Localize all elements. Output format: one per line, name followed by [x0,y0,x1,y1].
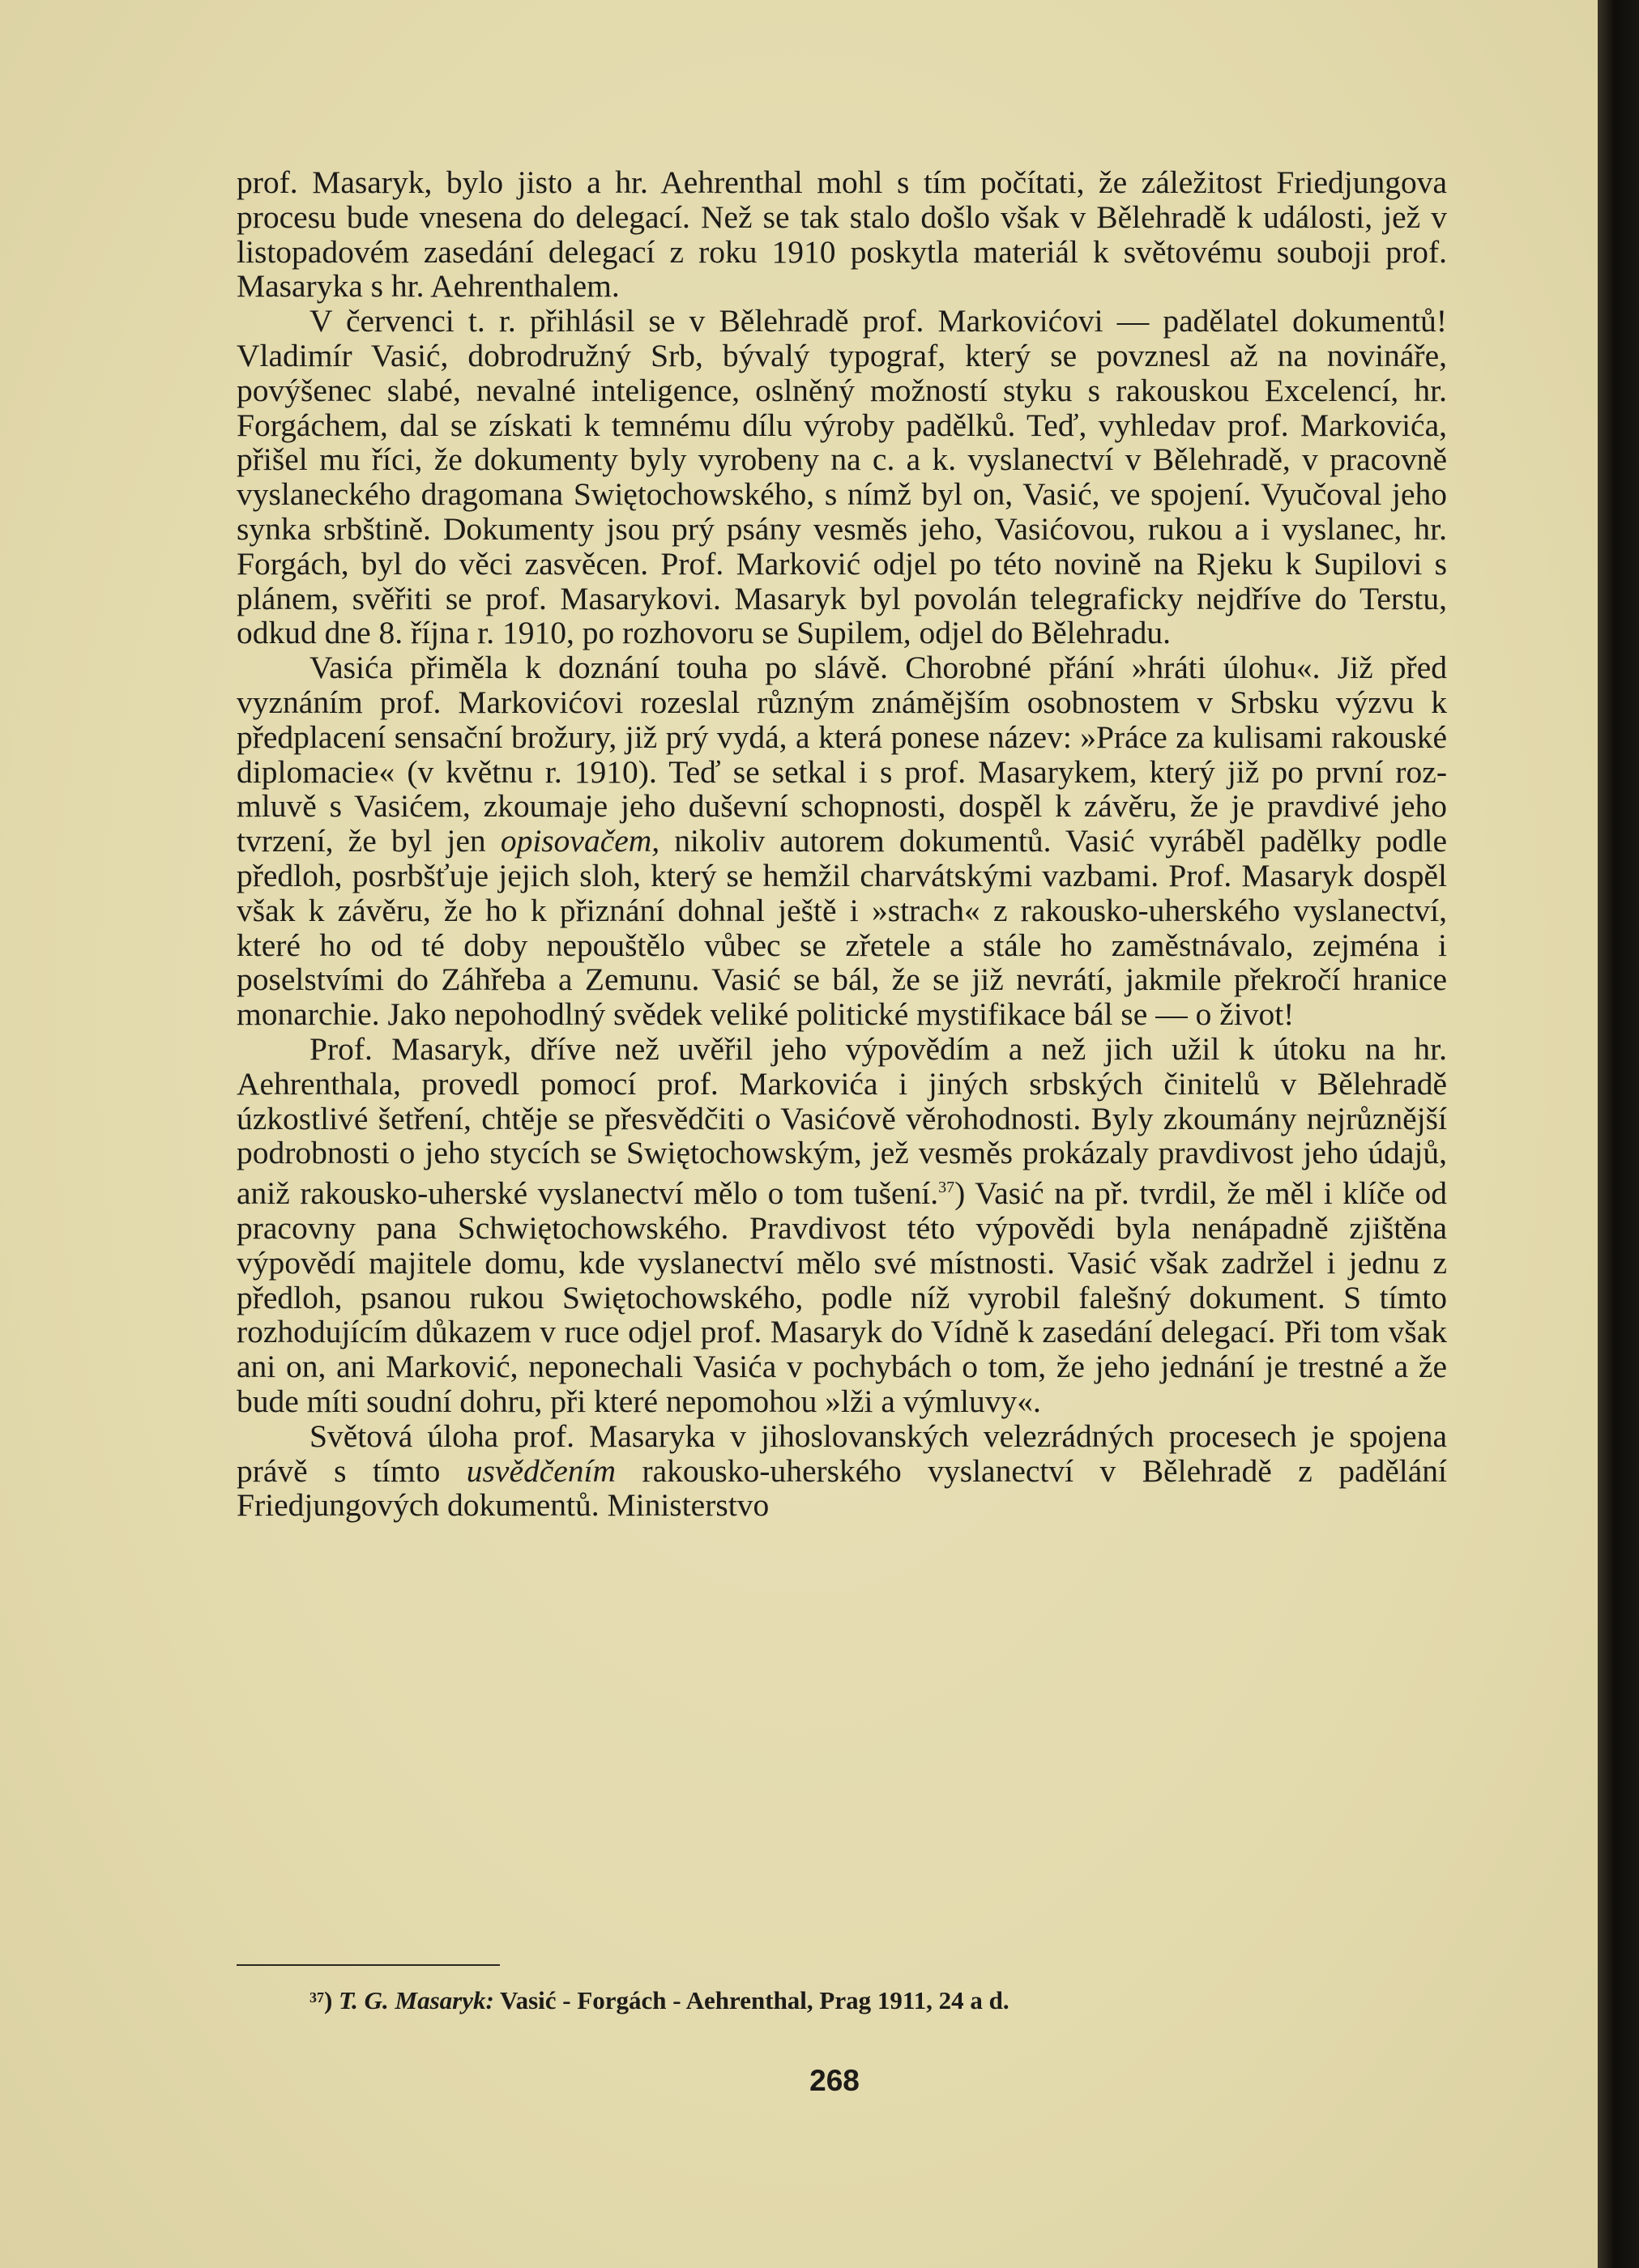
paragraph [237,650,1447,1032]
paragraph [237,1419,1447,1523]
paragraph-text: rakousko-uherského vyslanectví v Bělehradě z padělání Friedjungových dokumentů. Ministerstvo [237,1452,1448,1524]
footnote-number: 37 [309,1989,324,2006]
page-number: 268 [809,2064,860,2097]
footnote-author: T. G. Masaryk: [339,1986,494,2014]
paragraph-text: Vasića přiměla k doznání touha po slávě. Chorobné přání »hráti úlohu«. Již před vyznáním prof. Markovićovi rozeslal různým známějším osobnostem v Srbsku výzvu k předplacení sensační brožury, již prý vydá, a která ponese název: »Práce za kulisami rakouské diplomacie« (v květnu r. 1910). Teď se setkal i s prof. Masarykem, který již po první rozmluvě s Vasićem, zkoumaje jeho duševní schopnosti, dospěl k závěru, že je pravdivé jeho tvrzení, že byl jen [237,650,1447,859]
paragraph [237,304,1447,650]
paragraph [237,1032,1447,1419]
paragraph-text: Prof. Masaryk, dříve než uvěřil jeho výpovědím a než jich užil k útoku na hr. Aehrenthala, provedl pomocí prof. Markovića i jiných srbských činitelů v Bělehradě úzkostlivé šetření, chtěje se přesvědčiti o Vasićově věrohodnosti. Byly zkoumány nejrůznější podrobnosti o jeho stycích se Swiętochowským, jež vesměs prokázaly pravdivost jeho údajů, aniž rakousko-uherské vyslanectví mělo o tom tušení. [237,1030,1447,1212]
footnote [309,1985,1444,2017]
paragraph-text: V červenci t. r. přihlásil se v Bělehradě prof. Markovićovi — padělatel dokumentů! Vladimír Vasić, dobrodružný Srb, bývalý typograf, který se povznesl až na novináře, povýšenec slabé, nevalné inteligence, oslněný možností styku s rakouskou Excelencí, hr. Forgáchem, dal se získati k temnému dílu výroby padělků. Teď, vyhledav prof. Markovića, přišel mu říci, že dokumenty byly vyrobeny na c. a k. vyslanectví v Bělehradě, v pracovně vyslaneckého dragomana Swiętochowského, s nímž byl on, Vasić, ve spojení. Vyučoval jeho synka srbštině. Dokumenty jsou prý psány vesměs jeho, Vasićovou, rukou a i vyslanec, hr. Forgách, byl do věci zasvěcen. Prof. Marković odjel po této novině na Rjeku k Supilovi s plánem, svěřiti se prof. Masarykovi. Masaryk byl povolán telegraficky nejdříve do Terstu, odkud dne 8. října r. 1910, po rozhovoru se Supilem, odjel do Bělehradu. [237,303,1447,651]
emphasis-text: usvědčením [466,1452,617,1489]
book-spine [1598,0,1639,2268]
footnote-paren: ) [324,1986,333,2014]
paragraph-text: ) Vasić na př. tvrdil, že měl i klíče od pracovny pana Schwiętochowského. Pravdivost této výpovědi byla nenápadně zjištěna výpovědí majitele domu, kde vyslanectví mělo své místnosti. Vasić však zadržel i jednu z předloh, psanou rukou Swiętochowského, podle níž vyrobil falešný dokument. S tímto rozhodujícím důkazem v ruce odjel prof. Masaryk do Vídně k zasedání delegací. Při tom však ani on, ani Marković, neponechali Vasića v pochybách o tom, že jeho jednání je trestné a že bude míti soudní dohru, při které nepomohou »lži a výmluvy«. [237,1175,1448,1420]
footnote-divider [237,1964,500,1966]
paragraph [237,165,1447,304]
paragraph-text: prof. Masaryk, bylo jisto a hr. Aehrenthal mohl s tím počítati, že záležitost Friedjungova procesu bude vnesena do delegací. Než se tak stalo došlo však v Bělehradě k události, jež v listopadovém zasedání delegací z roku 1910 poskytla materiál k světovému souboji prof. Masaryka s hr. Aehrenthalem. [237,164,1447,305]
footnote-text: Vasić - Forgách - Aehrenthal, Prag 1911, 24 a d. [500,1986,1009,2014]
paragraph-text: nikoliv autorem dokumentů. Vasić vyráběl padělky podle předloh, posrbšťuje jejich sloh, který se hemžil charvátskými vazbami. Prof. Masaryk dospěl však k závěru, že ho k přiznání dohnal ještě i »strach« z rakousko-uherského vyslanectví, které ho od té doby nepouštělo vůbec se zřetele a stále ho zaměstnávalo, zejména i poselstvími do Záhřeba a Zemunu. Vasić se bál, že se již nevrátí, jakmile překročí hranice monarchie. Jako nepohodlný svědek veliké politické mystifikace bál se — o život! [237,823,1447,1033]
main-text [237,165,1447,1523]
footnote-reference: 37 [938,1179,955,1197]
emphasis-text: opisovačem, [500,823,660,859]
paragraph-text: Světová úloha prof. Masaryka v jihoslovanských velezrádných procesech je spojena právě s tímto [237,1418,1447,1489]
